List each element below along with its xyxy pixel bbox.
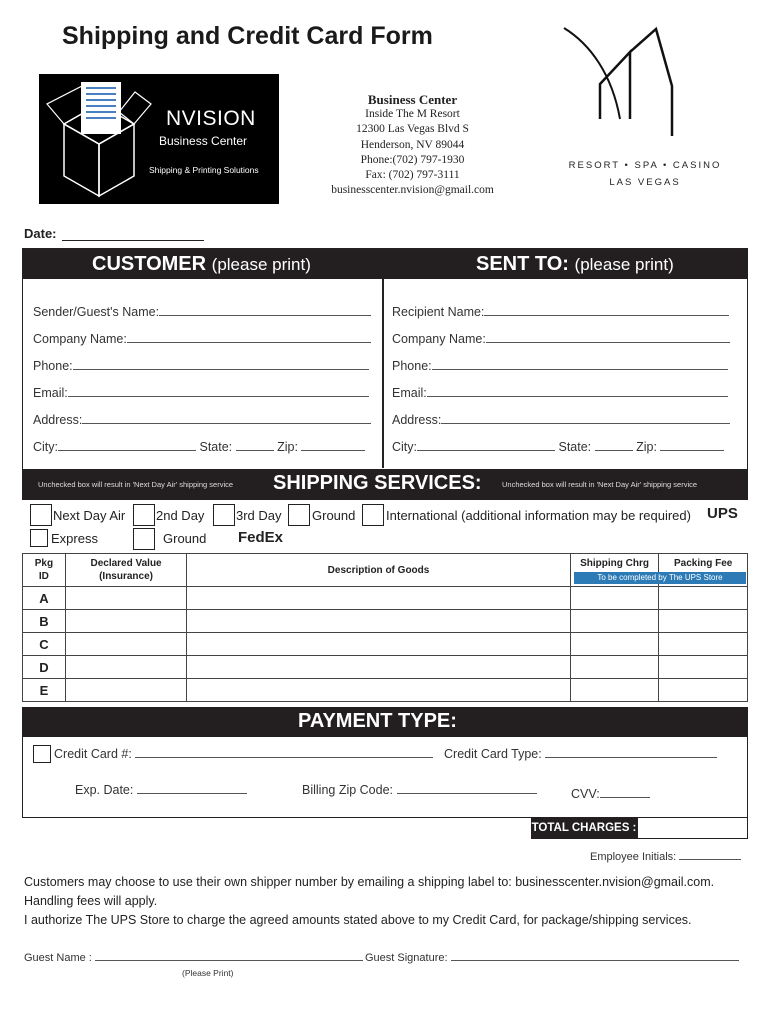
field-label: City: [392,440,417,454]
table-row [23,587,748,610]
row-label: D [23,656,66,679]
field-label: Email: [33,386,68,400]
employee-initials-field[interactable] [590,849,741,863]
express-label: Express [51,531,98,546]
field-label: Company Name: [33,332,127,346]
address-line: 12300 Las Vegas Blvd S [356,123,469,136]
credit-card-type-field[interactable] [444,747,717,761]
table-row [23,633,748,656]
business-center-title: Business Center [367,92,458,107]
footer-line: Customers may choose to use their own shipper number by emailing a shipping label to: businesscenter.nvision@gmail.com. [24,875,715,889]
shipping-note-left: Unchecked box will result in 'Next Day Air' shipping service [38,480,234,489]
field-label: Billing Zip Code: [302,783,394,797]
fedex-ground-checkbox[interactable] [133,528,155,550]
guest-name-field[interactable] [24,950,363,964]
description-cell[interactable] [187,587,570,610]
packing-fee-cell[interactable] [659,656,748,679]
fax-line: Fax: (702) 797-3111 [365,169,460,182]
international-label: International (additional information may be required) [386,508,691,523]
declared-value-cell[interactable] [65,587,186,610]
field-label: Recipient Name: [392,305,485,319]
field-label: Company Name: [392,332,486,346]
page-title: Shipping and Credit Card Form [62,22,433,50]
recipient-phone-field[interactable] [392,359,728,373]
cvv-field[interactable] [571,787,650,801]
next-day-air-checkbox[interactable] [30,504,52,526]
ups-label: UPS [707,505,738,522]
company-name-field[interactable] [33,332,371,346]
shipping-charge-header: Shipping Chrg [570,554,659,587]
resort-logo-line1: RESORT • SPA • CASINO [568,160,722,171]
recipient-city-state-zip-field[interactable] [392,440,724,454]
packing-fee-cell[interactable] [659,587,748,610]
billing-zip-field[interactable] [302,783,537,797]
packing-fee-header: Packing Fee [659,554,748,587]
phone-line: Phone:(702) 797-1930 [360,153,465,166]
address-line: Inside The M Resort [365,108,460,121]
2nd-day-label: 2nd Day [156,508,205,523]
state-label: State: [199,440,233,454]
email-field[interactable] [33,386,369,400]
sent-to-header-note: (please print) [574,255,674,274]
footer-text [24,873,754,930]
express-checkbox[interactable] [30,529,48,547]
declared-value-cell[interactable] [65,633,186,656]
sent-to-header-title: SENT TO: [476,253,569,275]
field-label: Credit Card #: [54,747,132,761]
date-label: Date: [24,226,57,241]
shipping-header: SHIPPING SERVICES: [273,472,482,494]
recipient-email-field[interactable] [392,386,728,400]
city-state-zip-field[interactable] [33,440,365,454]
column-divider [382,279,384,468]
sender-name-field[interactable] [33,305,371,319]
field-label: Sender/Guest's Name: [33,305,160,319]
shipping-charge-cell[interactable] [570,610,659,633]
description-cell[interactable] [187,610,570,633]
packing-fee-cell[interactable] [659,610,748,633]
address-line: Henderson, NV 89044 [360,138,465,151]
table-row [23,610,748,633]
shipping-charge-cell[interactable] [570,656,659,679]
ups-ground-checkbox[interactable] [288,504,310,526]
pkg-id-header: Pkg ID [23,554,66,587]
business-center-info [300,92,525,198]
guest-signature-field[interactable] [365,950,739,964]
payment-header: PAYMENT TYPE: [298,710,457,732]
row-label: B [23,610,66,633]
field-label: Guest Signature: [365,952,448,964]
international-checkbox[interactable] [362,504,384,526]
resort-logo-line2: LAS VEGAS [609,177,681,188]
shipping-charge-cell[interactable] [570,633,659,656]
table-row [23,656,748,679]
fedex-ground-label: Ground [163,531,207,546]
row-label: E [23,679,66,702]
description-cell[interactable] [187,656,570,679]
3rd-day-checkbox[interactable] [213,504,235,526]
shipping-note-right: Unchecked box will result in 'Next Day Air' shipping service [502,480,698,489]
declared-value-header: Declared Value (Insurance) [65,554,186,587]
declared-value-cell[interactable] [65,656,186,679]
field-label: Address: [392,413,442,427]
field-label: Exp. Date: [75,783,134,797]
declared-value-cell[interactable] [65,610,186,633]
address-field[interactable] [33,413,371,427]
field-label: Guest Name : [24,952,92,964]
row-label: A [23,587,66,610]
2nd-day-checkbox[interactable] [133,504,155,526]
3rd-day-label: 3rd Day [236,508,282,523]
please-print-note: (Please Print) [182,968,234,978]
logo-tagline: Shipping & Printing Solutions [149,165,259,175]
date-field[interactable] [62,240,204,241]
field-label: Phone: [33,359,73,373]
field-label: Email: [392,386,427,400]
field-label: Address: [33,413,83,427]
customer-header [92,253,311,276]
field-label: Employee Initials: [590,851,677,863]
footer-line: Handling fees will apply. [24,894,158,908]
description-cell[interactable] [187,633,570,656]
phone-field[interactable] [33,359,369,373]
credit-card-number-field[interactable] [54,747,433,761]
recipient-name-field[interactable] [392,305,729,319]
logo-subtitle: Business Center [159,134,248,148]
row-label: C [23,633,66,656]
packing-fee-cell[interactable] [659,633,748,656]
description-header: Description of Goods [187,554,570,587]
shipping-charge-cell[interactable] [570,679,659,702]
declared-value-cell[interactable] [65,679,186,702]
field-label: Credit Card Type: [444,747,542,761]
credit-card-checkbox[interactable] [33,745,51,763]
table-row [23,679,748,702]
recipient-company-field[interactable] [392,332,730,346]
fedex-label: FedEx [238,529,284,546]
logo-name: NVISION [166,107,256,130]
zip-label: Zip: [277,440,298,454]
m-resort-logo-icon [560,24,690,154]
ups-ground-label: Ground [312,508,356,523]
total-charges-label: TOTAL CHARGES : [531,817,637,839]
state-label: State: [558,440,592,454]
nvision-logo [39,74,279,204]
field-label: CVV: [571,787,600,801]
customer-header-title: CUSTOMER [92,253,207,275]
field-label: City: [33,440,58,454]
packing-fee-cell[interactable] [659,679,748,702]
shipping-charge-cell[interactable] [570,587,659,610]
description-cell[interactable] [187,679,570,702]
customer-header-note: (please print) [211,255,311,274]
sent-to-header [476,253,674,276]
footer-line: I authorize The UPS Store to charge the agreed amounts stated above to my Credit Card, for package/shipping services. [24,913,692,927]
exp-date-field[interactable] [75,783,247,797]
email-line: businesscenter.nvision@gmail.com [331,184,494,197]
total-charges-field[interactable] [637,817,748,839]
field-label: Phone: [392,359,432,373]
recipient-address-field[interactable] [392,413,730,427]
zip-label: Zip: [636,440,657,454]
ups-store-note: To be completed by The UPS Store [574,572,746,584]
next-day-air-label: Next Day Air [53,508,126,523]
